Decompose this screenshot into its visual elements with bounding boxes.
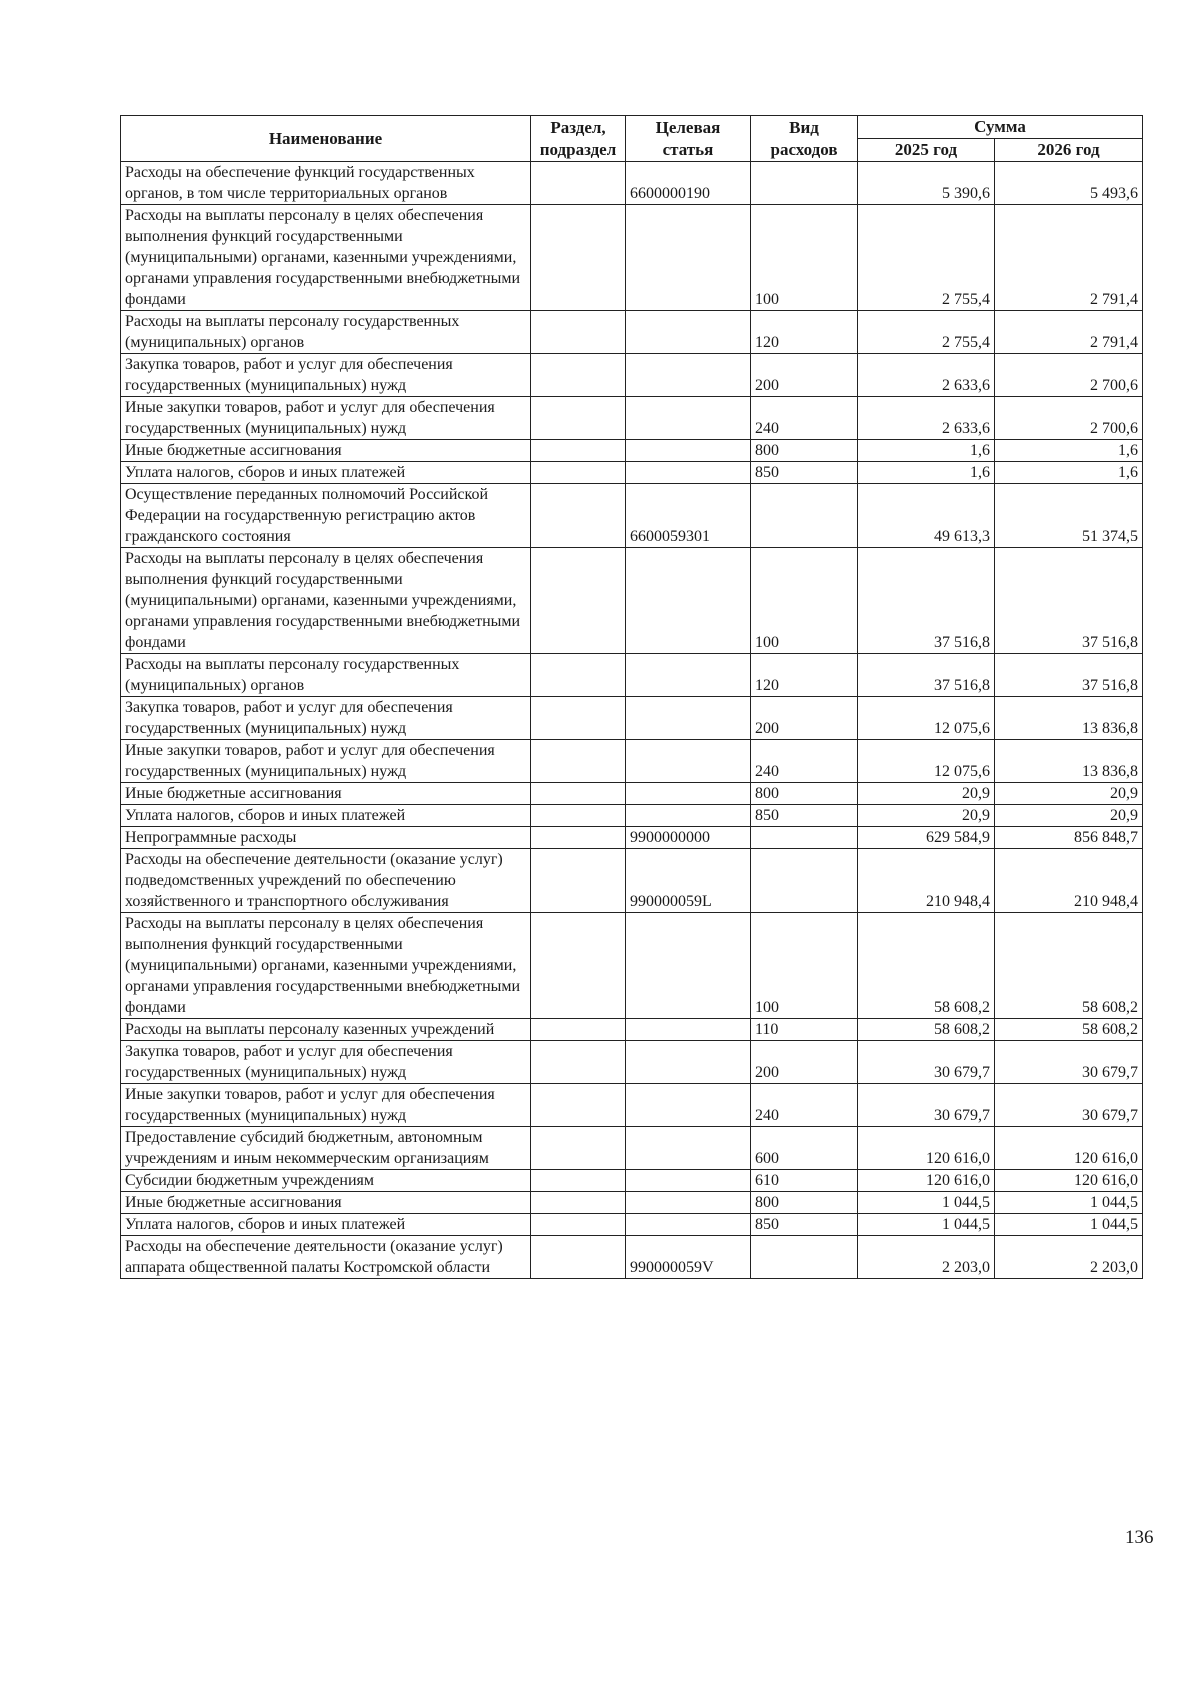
row-section-cell <box>531 548 626 654</box>
table-row <box>121 440 1143 462</box>
row-target-cell <box>626 913 751 1019</box>
table-body <box>121 162 1143 1279</box>
row-amount-2026-cell: 30 679,7 <box>995 1084 1143 1127</box>
row-amount-2026-cell: 20,9 <box>995 805 1143 827</box>
row-amount-2025-cell: 1,6 <box>858 440 995 462</box>
row-kind-cell <box>751 827 858 849</box>
row-target-cell <box>626 1084 751 1127</box>
table-row <box>121 654 1143 697</box>
row-section-cell <box>531 805 626 827</box>
row-kind-cell: 240 <box>751 740 858 783</box>
table-row <box>121 827 1143 849</box>
row-name-cell: Расходы на обеспечение функций государственных органов, в том числе территориальных органов <box>121 162 531 205</box>
row-amount-2026-cell: 2 203,0 <box>995 1236 1143 1279</box>
table-row <box>121 462 1143 484</box>
table-row <box>121 740 1143 783</box>
row-amount-2026-cell: 13 836,8 <box>995 740 1143 783</box>
row-kind-cell <box>751 849 858 913</box>
row-amount-2025-cell: 30 679,7 <box>858 1084 995 1127</box>
row-kind-cell: 610 <box>751 1170 858 1192</box>
row-kind-cell: 200 <box>751 1041 858 1084</box>
row-target-cell <box>626 1041 751 1084</box>
row-kind-cell: 240 <box>751 397 858 440</box>
header-year-2026: 2026 год <box>995 139 1143 162</box>
row-section-cell <box>531 484 626 548</box>
row-kind-cell <box>751 162 858 205</box>
row-name-cell: Закупка товаров, работ и услуг для обеспечения государственных (муниципальных) нужд <box>121 354 531 397</box>
row-amount-2025-cell: 58 608,2 <box>858 1019 995 1041</box>
table-row <box>121 1019 1143 1041</box>
row-section-cell <box>531 311 626 354</box>
row-kind-cell: 800 <box>751 440 858 462</box>
row-amount-2026-cell: 30 679,7 <box>995 1041 1143 1084</box>
table-row <box>121 1236 1143 1279</box>
table-row <box>121 1127 1143 1170</box>
row-amount-2026-cell: 210 948,4 <box>995 849 1143 913</box>
row-name-cell: Расходы на обеспечение деятельности (оказание услуг) подведомственных учреждений по обеспечению хозяйственного и транспортного обслуживания <box>121 849 531 913</box>
row-amount-2026-cell: 13 836,8 <box>995 697 1143 740</box>
row-name-cell: Иные бюджетные ассигнования <box>121 1192 531 1214</box>
header-year-2025: 2025 год <box>858 139 995 162</box>
row-section-cell <box>531 849 626 913</box>
row-amount-2026-cell: 2 791,4 <box>995 205 1143 311</box>
row-kind-cell <box>751 1236 858 1279</box>
row-section-cell <box>531 1214 626 1236</box>
table-row <box>121 1084 1143 1127</box>
row-name-cell: Расходы на выплаты персоналу государственных (муниципальных) органов <box>121 654 531 697</box>
row-kind-cell: 850 <box>751 805 858 827</box>
row-name-cell: Расходы на выплаты персоналу в целях обеспечения выполнения функций государственными (муниципальными) органами, казенными учреждениями, органами управления государственными внебюджетными фондами <box>121 205 531 311</box>
row-target-cell <box>626 1019 751 1041</box>
row-amount-2026-cell: 37 516,8 <box>995 548 1143 654</box>
table-row <box>121 1192 1143 1214</box>
row-kind-cell: 120 <box>751 311 858 354</box>
row-amount-2026-cell: 2 700,6 <box>995 354 1143 397</box>
row-amount-2025-cell: 2 633,6 <box>858 354 995 397</box>
table-row <box>121 354 1143 397</box>
row-target-cell: 990000059V <box>626 1236 751 1279</box>
row-name-cell: Иные бюджетные ассигнования <box>121 783 531 805</box>
row-amount-2025-cell: 20,9 <box>858 783 995 805</box>
row-name-cell: Закупка товаров, работ и услуг для обеспечения государственных (муниципальных) нужд <box>121 697 531 740</box>
row-section-cell <box>531 913 626 1019</box>
row-name-cell: Уплата налогов, сборов и иных платежей <box>121 1214 531 1236</box>
row-amount-2025-cell: 37 516,8 <box>858 654 995 697</box>
row-amount-2026-cell: 1,6 <box>995 462 1143 484</box>
row-amount-2025-cell: 2 755,4 <box>858 205 995 311</box>
row-amount-2025-cell: 1,6 <box>858 462 995 484</box>
row-name-cell: Непрограммные расходы <box>121 827 531 849</box>
row-amount-2025-cell: 12 075,6 <box>858 697 995 740</box>
budget-table <box>120 115 1143 1279</box>
row-kind-cell: 800 <box>751 1192 858 1214</box>
row-section-cell <box>531 783 626 805</box>
row-name-cell: Уплата налогов, сборов и иных платежей <box>121 805 531 827</box>
row-section-cell <box>531 162 626 205</box>
row-amount-2025-cell: 1 044,5 <box>858 1192 995 1214</box>
row-amount-2026-cell: 2 791,4 <box>995 311 1143 354</box>
row-name-cell: Иные закупки товаров, работ и услуг для обеспечения государственных (муниципальных) нужд <box>121 397 531 440</box>
row-section-cell <box>531 1041 626 1084</box>
row-amount-2026-cell: 1 044,5 <box>995 1214 1143 1236</box>
row-amount-2025-cell: 2 755,4 <box>858 311 995 354</box>
row-name-cell: Предоставление субсидий бюджетным, автономным учреждениям и иным некоммерческим организациям <box>121 1127 531 1170</box>
row-target-cell <box>626 1192 751 1214</box>
header-kind: Вид расходов <box>751 116 858 162</box>
table-header <box>121 116 1143 162</box>
table-row <box>121 205 1143 311</box>
row-amount-2026-cell: 58 608,2 <box>995 913 1143 1019</box>
row-amount-2026-cell: 2 700,6 <box>995 397 1143 440</box>
row-amount-2025-cell: 30 679,7 <box>858 1041 995 1084</box>
row-amount-2026-cell: 20,9 <box>995 783 1143 805</box>
row-kind-cell: 100 <box>751 548 858 654</box>
row-name-cell: Осуществление переданных полномочий Российской Федерации на государственную регистрацию актов гражданского состояния <box>121 484 531 548</box>
table-row <box>121 311 1143 354</box>
row-target-cell <box>626 548 751 654</box>
row-section-cell <box>531 462 626 484</box>
row-kind-cell: 200 <box>751 354 858 397</box>
row-kind-cell: 600 <box>751 1127 858 1170</box>
row-name-cell: Расходы на выплаты персоналу государственных (муниципальных) органов <box>121 311 531 354</box>
row-section-cell <box>531 1084 626 1127</box>
row-target-cell <box>626 440 751 462</box>
row-amount-2025-cell: 5 390,6 <box>858 162 995 205</box>
row-amount-2025-cell: 12 075,6 <box>858 740 995 783</box>
row-amount-2025-cell: 20,9 <box>858 805 995 827</box>
row-kind-cell: 110 <box>751 1019 858 1041</box>
row-amount-2026-cell: 1,6 <box>995 440 1143 462</box>
table-row <box>121 1170 1143 1192</box>
row-kind-cell: 850 <box>751 1214 858 1236</box>
row-amount-2025-cell: 58 608,2 <box>858 913 995 1019</box>
row-kind-cell: 100 <box>751 913 858 1019</box>
row-amount-2025-cell: 629 584,9 <box>858 827 995 849</box>
row-name-cell: Субсидии бюджетным учреждениям <box>121 1170 531 1192</box>
row-amount-2025-cell: 37 516,8 <box>858 548 995 654</box>
row-section-cell <box>531 1170 626 1192</box>
row-target-cell <box>626 205 751 311</box>
row-section-cell <box>531 1019 626 1041</box>
row-name-cell: Иные закупки товаров, работ и услуг для обеспечения государственных (муниципальных) нужд <box>121 1084 531 1127</box>
row-target-cell <box>626 783 751 805</box>
row-amount-2025-cell: 49 613,3 <box>858 484 995 548</box>
row-section-cell <box>531 1127 626 1170</box>
row-name-cell: Иные бюджетные ассигнования <box>121 440 531 462</box>
row-section-cell <box>531 440 626 462</box>
table-row <box>121 162 1143 205</box>
row-target-cell: 6600000190 <box>626 162 751 205</box>
row-amount-2025-cell: 2 203,0 <box>858 1236 995 1279</box>
row-amount-2025-cell: 1 044,5 <box>858 1214 995 1236</box>
row-kind-cell: 850 <box>751 462 858 484</box>
row-name-cell: Расходы на выплаты персоналу в целях обеспечения выполнения функций государственными (муниципальными) органами, казенными учреждениями, органами управления государственными внебюджетными фондами <box>121 913 531 1019</box>
row-target-cell <box>626 654 751 697</box>
row-amount-2026-cell: 1 044,5 <box>995 1192 1143 1214</box>
row-name-cell: Уплата налогов, сборов и иных платежей <box>121 462 531 484</box>
row-amount-2025-cell: 120 616,0 <box>858 1127 995 1170</box>
row-kind-cell: 800 <box>751 783 858 805</box>
row-amount-2026-cell: 5 493,6 <box>995 162 1143 205</box>
row-section-cell <box>531 654 626 697</box>
row-target-cell <box>626 397 751 440</box>
row-name-cell: Закупка товаров, работ и услуг для обеспечения государственных (муниципальных) нужд <box>121 1041 531 1084</box>
row-section-cell <box>531 354 626 397</box>
row-target-cell <box>626 805 751 827</box>
page-number: 136 <box>1125 1527 1154 1548</box>
row-amount-2026-cell: 37 516,8 <box>995 654 1143 697</box>
row-section-cell <box>531 205 626 311</box>
row-amount-2025-cell: 120 616,0 <box>858 1170 995 1192</box>
row-amount-2026-cell: 51 374,5 <box>995 484 1143 548</box>
row-section-cell <box>531 697 626 740</box>
header-section: Раздел, подраздел <box>531 116 626 162</box>
row-kind-cell: 100 <box>751 205 858 311</box>
row-target-cell <box>626 462 751 484</box>
row-section-cell <box>531 1236 626 1279</box>
table-row <box>121 397 1143 440</box>
row-name-cell: Расходы на выплаты персоналу в целях обеспечения выполнения функций государственными (муниципальными) органами, казенными учреждениями, органами управления государственными внебюджетными фондами <box>121 548 531 654</box>
table-row <box>121 484 1143 548</box>
row-kind-cell: 200 <box>751 697 858 740</box>
table-row <box>121 913 1143 1019</box>
row-target-cell <box>626 697 751 740</box>
row-target-cell: 9900000000 <box>626 827 751 849</box>
row-amount-2026-cell: 58 608,2 <box>995 1019 1143 1041</box>
row-name-cell: Иные закупки товаров, работ и услуг для обеспечения государственных (муниципальных) нужд <box>121 740 531 783</box>
row-kind-cell <box>751 484 858 548</box>
row-section-cell <box>531 397 626 440</box>
row-target-cell: 990000059L <box>626 849 751 913</box>
row-name-cell: Расходы на обеспечение деятельности (оказание услуг) аппарата общественной палаты Костромской области <box>121 1236 531 1279</box>
row-section-cell <box>531 740 626 783</box>
row-target-cell <box>626 354 751 397</box>
row-amount-2025-cell: 2 633,6 <box>858 397 995 440</box>
row-amount-2026-cell: 120 616,0 <box>995 1127 1143 1170</box>
header-name: Наименование <box>121 116 531 162</box>
table-row <box>121 548 1143 654</box>
row-section-cell <box>531 827 626 849</box>
row-kind-cell: 120 <box>751 654 858 697</box>
row-target-cell <box>626 1127 751 1170</box>
row-target-cell <box>626 311 751 354</box>
row-kind-cell: 240 <box>751 1084 858 1127</box>
table-row <box>121 1041 1143 1084</box>
table-row <box>121 849 1143 913</box>
header-sum: Сумма <box>858 116 1143 139</box>
row-target-cell <box>626 1170 751 1192</box>
row-amount-2026-cell: 120 616,0 <box>995 1170 1143 1192</box>
row-target-cell: 6600059301 <box>626 484 751 548</box>
table-row <box>121 805 1143 827</box>
table-row <box>121 697 1143 740</box>
row-target-cell <box>626 740 751 783</box>
row-section-cell <box>531 1192 626 1214</box>
table-row <box>121 783 1143 805</box>
row-name-cell: Расходы на выплаты персоналу казенных учреждений <box>121 1019 531 1041</box>
row-amount-2025-cell: 210 948,4 <box>858 849 995 913</box>
row-target-cell <box>626 1214 751 1236</box>
row-amount-2026-cell: 856 848,7 <box>995 827 1143 849</box>
table-row <box>121 1214 1143 1236</box>
header-target: Целевая статья <box>626 116 751 162</box>
